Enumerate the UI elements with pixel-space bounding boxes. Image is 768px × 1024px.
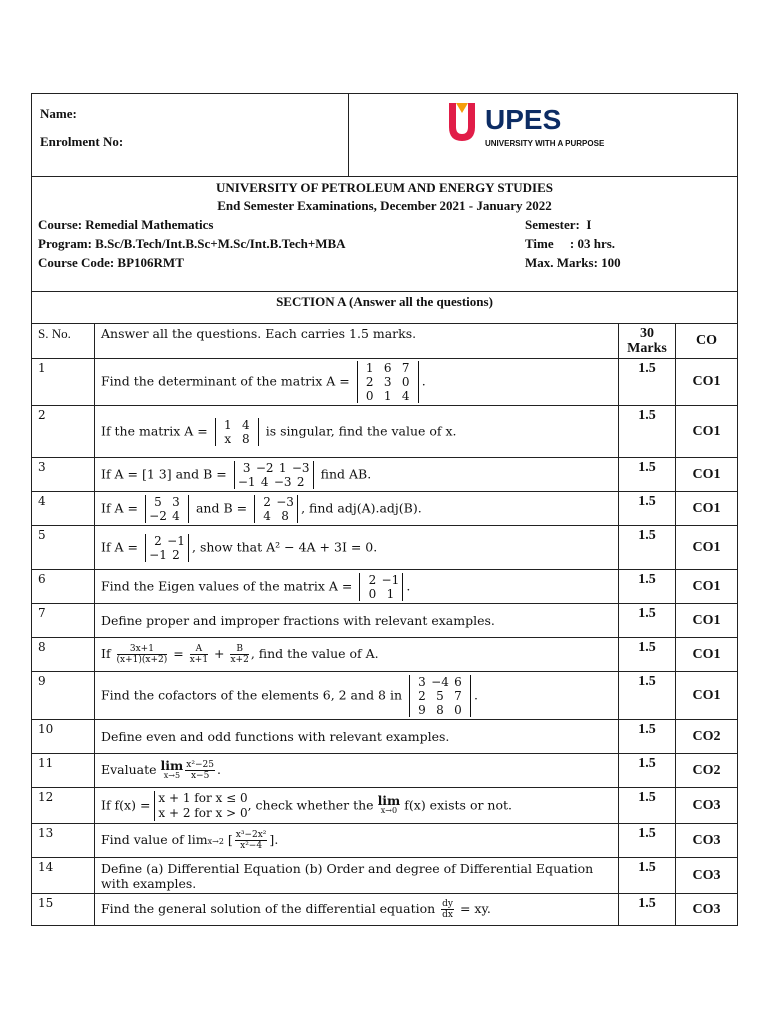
course-outcome: CO1 — [676, 570, 738, 604]
question-marks: 1.5 — [619, 824, 676, 858]
text-segment: + — [210, 646, 229, 661]
max-marks: Max. Marks: 100 — [525, 255, 621, 270]
question-marks: 1.5 — [619, 458, 676, 492]
text-segment: and B = — [192, 500, 252, 515]
fraction — [190, 644, 208, 665]
matrix-entry: −1 — [381, 572, 400, 587]
denominator: x+1 — [189, 655, 209, 665]
question-text — [95, 604, 619, 638]
matrix-entry: 1 — [386, 586, 395, 601]
col-co-header: CO — [676, 324, 738, 359]
matrix-row — [149, 534, 185, 548]
course-outcome: CO1 — [676, 359, 738, 406]
denominator: dx — [442, 910, 453, 920]
text-segment: = xy. — [456, 901, 491, 916]
question-marks: 1.5 — [619, 406, 676, 458]
matrix — [254, 495, 298, 523]
matrix-entry: 8 — [436, 702, 444, 717]
upes-logo — [445, 97, 605, 155]
matrix — [215, 418, 259, 446]
matrix-entry: 1 — [365, 361, 374, 375]
matrix — [409, 675, 471, 717]
matrix-entry: 1 — [278, 460, 287, 475]
matrix-entry: 4 — [401, 389, 410, 403]
denominator: x−5 — [190, 771, 210, 781]
question-marks: 1.5 — [619, 638, 676, 672]
matrix-entry: 6 — [383, 361, 392, 375]
course-outcome: CO1 — [676, 638, 738, 672]
text-segment: find AB. — [316, 466, 372, 481]
question-number: 3 — [32, 458, 95, 492]
matrix-row — [258, 495, 294, 509]
course-outcome: CO1 — [676, 406, 738, 458]
question-row — [32, 604, 738, 638]
matrix-entry: −4 — [431, 674, 449, 689]
question-row — [32, 720, 738, 754]
question-text — [95, 858, 619, 894]
limit-subscript: x→5 — [163, 770, 181, 780]
question-number: 7 — [32, 604, 95, 638]
text-segment: . — [274, 832, 279, 847]
question-text — [95, 492, 619, 526]
limit-subscript: x→2 — [207, 837, 224, 846]
text-segment: If A = — [101, 500, 142, 515]
matrix-entry: 8 — [241, 431, 250, 446]
case-line: x + 1 for x ≤ 0 — [158, 790, 248, 805]
matrix-row — [219, 418, 255, 432]
matrix-entry: 2 — [365, 375, 374, 389]
question-number: 13 — [32, 824, 95, 858]
text-segment: . — [216, 762, 221, 777]
text-segment: . — [474, 687, 478, 702]
matrix-entry: 5 — [154, 494, 162, 509]
question-marks: 1.5 — [619, 720, 676, 754]
course-outcome: CO1 — [676, 672, 738, 720]
matrix-entry: 3 — [172, 494, 180, 509]
course-outcome: CO3 — [676, 824, 738, 858]
question-row — [32, 672, 738, 720]
matrix-entry: 2 — [296, 474, 305, 489]
case-line: x + 2 for x > 0 — [158, 805, 248, 820]
section-title: SECTION A (Answer all the questions) — [32, 292, 738, 324]
exam-sheet — [31, 93, 738, 926]
svg-text:UNIVERSITY WITH A PURPOSE: UNIVERSITY WITH A PURPOSE — [485, 139, 605, 148]
question-number: 1 — [32, 359, 95, 406]
program: Program: B.Sc/B.Tech/Int.B.Sc+M.Sc/Int.B.Tech+MBA — [38, 236, 346, 251]
question-row — [32, 406, 738, 458]
exam-info — [32, 177, 738, 292]
question-number: 2 — [32, 406, 95, 458]
matrix-entry: 2 — [418, 688, 426, 703]
question-number: 14 — [32, 858, 95, 894]
question-number: 9 — [32, 672, 95, 720]
matrix-entry: 7 — [401, 361, 410, 375]
matrix — [145, 534, 189, 562]
matrix-entry: −2 — [255, 460, 274, 475]
total-marks-value: 30 — [640, 326, 654, 341]
matrix-entry: 0 — [401, 375, 410, 389]
question-text — [95, 406, 619, 458]
matrix-entry: −1 — [167, 533, 185, 548]
header-table — [31, 93, 738, 177]
numerator: 3x+1 — [117, 644, 168, 655]
numerator: x²−25 — [186, 760, 214, 770]
limit-operator: lim x→0 — [377, 792, 401, 815]
matrix — [357, 361, 419, 403]
question-number: 6 — [32, 570, 95, 604]
matrix-entry: 4 — [260, 474, 269, 489]
matrix-entry: −3 — [291, 460, 310, 475]
exam-title: End Semester Examinations, December 2021 - January 2022 — [217, 198, 552, 213]
matrix-row — [238, 475, 310, 489]
question-marks: 1.5 — [619, 359, 676, 406]
question-marks: 1.5 — [619, 604, 676, 638]
question-row — [32, 638, 738, 672]
text-segment: . — [421, 373, 426, 389]
question-number: 5 — [32, 526, 95, 570]
course-outcome: CO2 — [676, 754, 738, 788]
question-row — [32, 570, 738, 604]
time-limit: Time : 03 hrs. — [525, 236, 616, 251]
question-number: 10 — [32, 720, 95, 754]
question-row — [32, 894, 738, 926]
matrix-row — [363, 573, 399, 587]
text-segment: If the matrix A = — [101, 423, 212, 438]
matrix-entry: 2 — [154, 533, 162, 548]
text-segment: f(x) exists or not. — [400, 797, 512, 812]
piecewise-cases — [154, 791, 247, 821]
bracket: ] — [269, 832, 275, 847]
question-row — [32, 526, 738, 570]
course-outcome: CO2 — [676, 720, 738, 754]
course-outcome: CO1 — [676, 492, 738, 526]
question-number: 12 — [32, 788, 95, 824]
question-text — [95, 754, 619, 788]
col-sno-header: S. No. — [32, 324, 95, 359]
course-outcome: CO3 — [676, 788, 738, 824]
course-outcome: CO1 — [676, 604, 738, 638]
instruction-text: Answer all the questions. Each carries 1.5 marks. — [95, 324, 619, 359]
limit-subscript: x→0 — [380, 805, 398, 815]
question-number: 15 — [32, 894, 95, 926]
question-row — [32, 359, 738, 406]
question-marks: 1.5 — [619, 570, 676, 604]
matrix-entry: 8 — [281, 508, 289, 523]
matrix-entry: 4 — [263, 508, 271, 523]
question-marks: 1.5 — [619, 754, 676, 788]
matrix-entry: 2 — [368, 572, 377, 587]
question-marks: 1.5 — [619, 858, 676, 894]
candidate-fields — [32, 94, 349, 177]
enrolment-label: Enrolment No: — [40, 134, 124, 149]
matrix-row — [149, 548, 185, 562]
question-text — [95, 359, 619, 406]
matrix — [145, 495, 189, 523]
question-marks: 1.5 — [619, 788, 676, 824]
fraction — [117, 644, 168, 665]
question-row — [32, 788, 738, 824]
question-marks: 1.5 — [619, 526, 676, 570]
question-text — [95, 824, 619, 858]
question-row — [32, 492, 738, 526]
text-segment: If f(x) = — [101, 797, 155, 812]
text-segment: , find the value of A. — [250, 646, 379, 661]
questions-body — [32, 359, 738, 926]
denominator: x²−4 — [240, 841, 263, 851]
question-number: 8 — [32, 638, 95, 672]
matrix — [234, 461, 314, 489]
logo-cell — [349, 94, 738, 177]
text-segment: , find adj(A).adj(B). — [301, 500, 422, 515]
matrix-row — [413, 703, 467, 717]
marks-label: Marks — [627, 341, 667, 356]
question-text — [95, 526, 619, 570]
question-number: 11 — [32, 754, 95, 788]
text-segment: . — [406, 578, 411, 593]
numerator: x³−2x² — [235, 830, 267, 840]
matrix-entry: 0 — [368, 586, 377, 601]
matrix-entry: 3 — [418, 674, 426, 689]
text-segment: = — [169, 646, 188, 661]
matrix-row — [363, 587, 399, 601]
matrix-entry: 5 — [436, 688, 444, 703]
matrix-entry: −3 — [273, 474, 292, 489]
semester: Semester: I — [525, 217, 592, 232]
course-outcome: CO3 — [676, 858, 738, 894]
matrix-entry: 0 — [365, 389, 374, 403]
course-name: Course: Remedial Mathematics — [38, 217, 214, 232]
course-outcome: CO1 — [676, 526, 738, 570]
matrix-entry: −1 — [149, 547, 167, 562]
question-text — [95, 720, 619, 754]
question-row — [32, 858, 738, 894]
matrix-entry: x — [224, 431, 232, 446]
matrix-row — [258, 509, 294, 523]
text-segment: , show that A² − 4A + 3I = 0. — [192, 539, 378, 554]
numerator: dy — [442, 899, 453, 909]
matrix-entry: −1 — [237, 474, 256, 489]
text-segment: , check whether the — [247, 797, 378, 812]
fraction — [235, 830, 268, 851]
university-name: UNIVERSITY OF PETROLEUM AND ENERGY STUDIES — [216, 180, 553, 195]
matrix-row — [149, 509, 185, 523]
matrix-entry: 3 — [242, 460, 251, 475]
fraction — [185, 760, 215, 781]
matrix-entry: 1 — [383, 389, 392, 403]
matrix-entry: 7 — [454, 688, 462, 703]
matrix-entry: 9 — [418, 702, 426, 717]
question-text — [95, 672, 619, 720]
question-text — [95, 788, 619, 824]
matrix-entry: 3 — [383, 375, 392, 389]
matrix-row — [413, 675, 467, 689]
limit-operator: lim x→5 — [160, 757, 184, 780]
course-outcome: CO3 — [676, 894, 738, 926]
text-segment: If A = — [101, 539, 142, 554]
denominator: (x+1)(x+2) — [116, 655, 168, 665]
matrix-entry: 2 — [263, 494, 271, 509]
text-segment: Find the Eigen values of the matrix A = — [101, 578, 357, 593]
text-segment: If — [101, 646, 115, 661]
text-segment: If A = [1 3] and B = — [101, 466, 231, 481]
matrix-row — [413, 689, 467, 703]
matrix-entry: 1 — [223, 417, 232, 432]
matrix-row — [238, 461, 310, 475]
numerator: A — [190, 644, 208, 655]
svg-text:UPES: UPES — [485, 104, 562, 135]
matrix-entry: 6 — [454, 674, 462, 689]
matrix-entry: 0 — [454, 702, 462, 717]
matrix-row — [361, 375, 415, 389]
text-segment: Evaluate — [101, 762, 161, 777]
matrix-row — [361, 361, 415, 375]
question-text — [95, 894, 619, 926]
matrix-entry: 4 — [172, 508, 180, 523]
text-segment: Find the cofactors of the elements 6, 2 and 8 in — [101, 687, 406, 702]
matrix-row — [149, 495, 185, 509]
bracket: [ — [223, 832, 233, 847]
question-text-content: Define proper and improper fractions with relevant examples. — [101, 613, 495, 628]
col-marks-header — [619, 324, 676, 359]
question-text — [95, 458, 619, 492]
question-text — [95, 570, 619, 604]
question-marks: 1.5 — [619, 894, 676, 926]
question-marks: 1.5 — [619, 672, 676, 720]
matrix-entry: −3 — [276, 494, 294, 509]
question-row — [32, 754, 738, 788]
exam-info-table — [31, 176, 738, 324]
question-text-content: Define (a) Differential Equation (b) Order and degree of Differential Equation with examples. — [101, 860, 594, 891]
course-outcome: CO1 — [676, 458, 738, 492]
numerator: B — [230, 644, 248, 655]
question-number: 4 — [32, 492, 95, 526]
text-segment: Find the determinant of the matrix A = — [101, 373, 354, 389]
name-label: Name: — [40, 106, 77, 121]
matrix-row — [219, 432, 255, 446]
question-text — [95, 638, 619, 672]
question-text-content: Define even and odd functions with relevant examples. — [101, 729, 450, 744]
course-code: Course Code: BP106RMT — [38, 255, 184, 270]
question-row — [32, 458, 738, 492]
fraction — [230, 644, 248, 665]
text-segment: Find the general solution of the differential equation — [101, 901, 440, 916]
question-marks: 1.5 — [619, 492, 676, 526]
matrix-entry: 4 — [241, 417, 250, 432]
matrix — [359, 573, 403, 601]
text-segment: is singular, find the value of x. — [261, 423, 457, 438]
denominator: x+2 — [230, 655, 249, 665]
questions-table — [31, 323, 738, 926]
text-segment: Find value of lim — [101, 832, 208, 847]
matrix-entry: 2 — [172, 547, 180, 562]
matrix-row — [361, 389, 415, 403]
fraction — [441, 899, 454, 920]
matrix-entry: −2 — [149, 508, 167, 523]
question-row — [32, 824, 738, 858]
